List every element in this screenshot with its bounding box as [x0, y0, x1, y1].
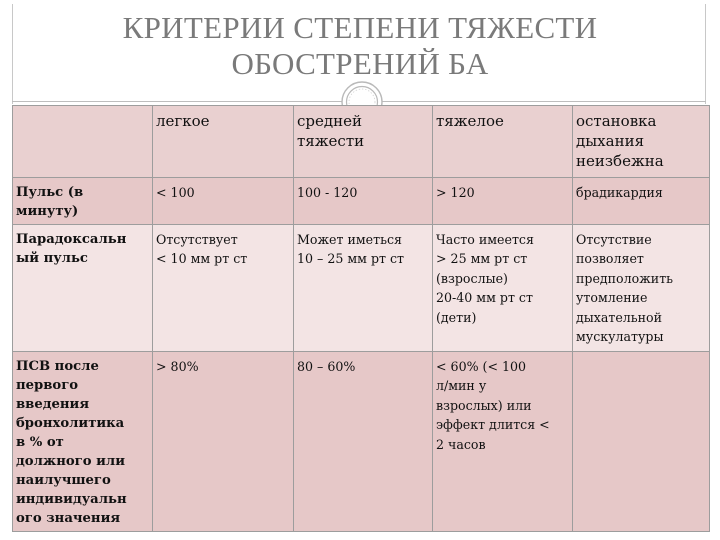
table-cell: Отсутствует < 10 мм рт ст	[153, 225, 294, 352]
row-label-pulse: Пульс (в минуту)	[13, 178, 153, 225]
column-header-moderate: средней тяжести	[294, 106, 433, 178]
table-cell: Отсутствие позволяет предположить утомление дыхательной мускулатуры	[573, 225, 710, 352]
table-cell: < 100	[153, 178, 294, 225]
table-row-pef	[13, 352, 710, 532]
column-header-respiratory-arrest: остановка дыхания неизбежна	[573, 106, 710, 178]
title-line-2: ОБОСТРЕНИЙ БА	[231, 46, 489, 81]
table-cell: > 80%	[153, 352, 294, 532]
table-cell: Часто имеется > 25 мм рт ст (взрослые) 20-40 мм рт ст (дети)	[433, 225, 573, 352]
table-cell: 100 - 120	[294, 178, 433, 225]
header-corner-cell	[13, 106, 153, 178]
table-cell: Может иметься 10 – 25 мм рт ст	[294, 225, 433, 352]
table-cell	[573, 352, 710, 532]
table-cell: брадикардия	[573, 178, 710, 225]
severity-criteria-table	[12, 105, 710, 532]
row-label-paradoxical-pulse: Парадоксальн ый пульс	[13, 225, 153, 352]
column-header-severe: тяжелое	[433, 106, 573, 178]
severity-table-wrapper	[12, 105, 709, 529]
row-label-pef: ПСВ после первого введения бронхолитика в % от должного или наилучшего индивидуальн ого значения	[13, 352, 153, 532]
table-cell: 80 – 60%	[294, 352, 433, 532]
table-cell: > 120	[433, 178, 573, 225]
table-row-pulse	[13, 178, 710, 225]
table-header-row	[13, 106, 710, 178]
table-row-paradoxical-pulse	[13, 225, 710, 352]
table-cell: < 60% (< 100 л/мин у взрослых) или эффект длится < 2 часов	[433, 352, 573, 532]
column-header-mild: легкое	[153, 106, 294, 178]
slide-title	[20, 10, 700, 82]
title-line-1: КРИТЕРИИ СТЕПЕНИ ТЯЖЕСТИ	[122, 10, 598, 45]
